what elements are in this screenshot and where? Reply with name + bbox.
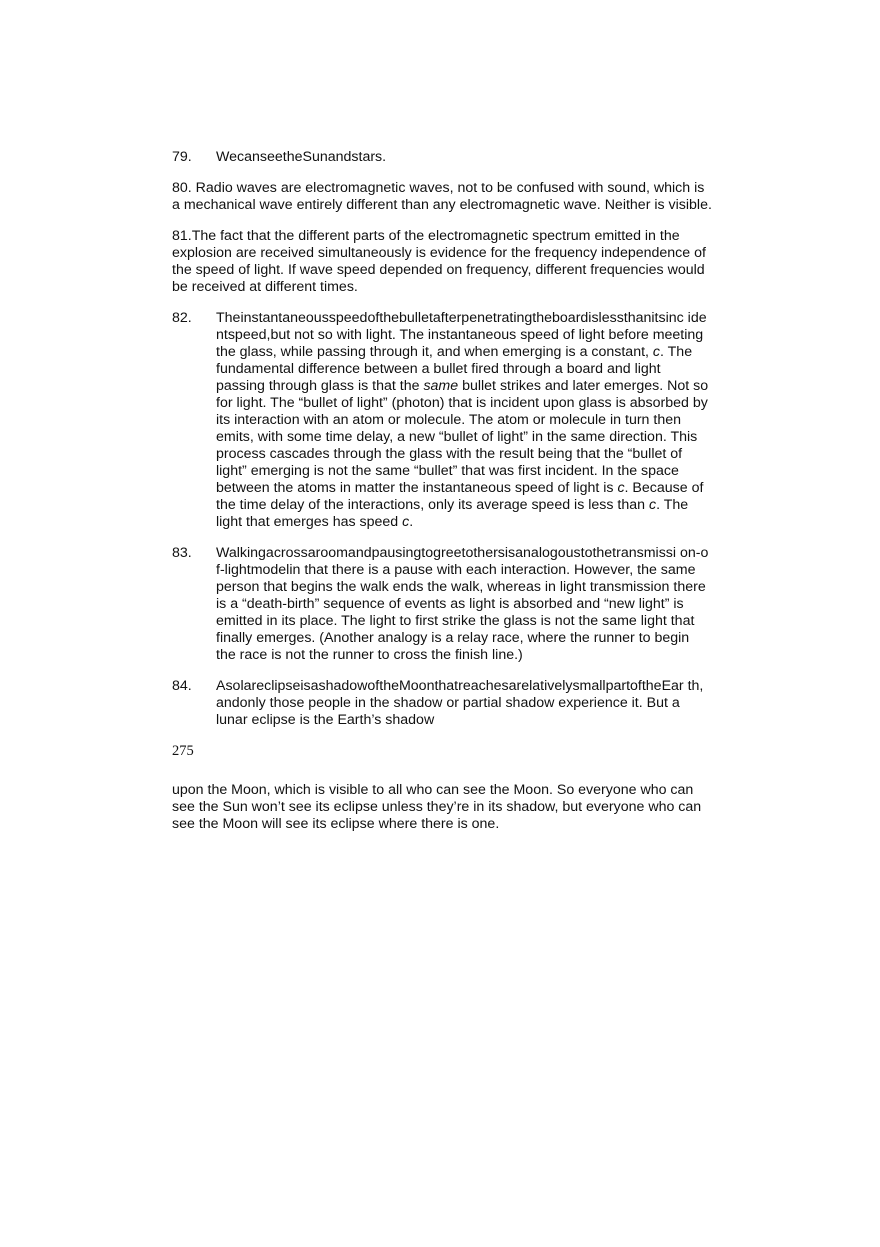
item-text [216, 678, 712, 729]
italic-c: c [617, 480, 625, 496]
italic-same: same [423, 378, 459, 394]
answer-79 [172, 149, 712, 166]
item-text-run: Theinstantaneousspeedofthebulletafterpenetratingtheboardislessthanitsinc identspeed, [216, 310, 707, 343]
item-text-part: in that there is a pause with each interaction. However, the same person that begins the walk ends the walk, whereas in light transmission there is a “death-birth” sequence of events as light is absorbed and “new light” is emitted in its place. The light to first strike the glass is not the same light that finally emerges. (Another analogy is a relay race, where the runner to begin the race is not the runner to cross the finish line.) [216, 562, 706, 663]
item-number: 84. [172, 678, 192, 694]
continuation-paragraph: upon the Moon, which is visible to all who can see the Moon. So everyone who can see the Sun won’t see its eclipse unless they’re in its shadow, but everyone who can see the Moon will see its eclipse where there is one. [172, 782, 702, 832]
item-text-run: AsolareclipseisashadowoftheMoonthatreachesarelativelysmallpartoftheEar th, [216, 678, 704, 694]
page-number: 275 [172, 743, 194, 759]
italic-c: c [648, 497, 657, 513]
item-text-run: Walkingacrossaroomandpausingtogreetothersisanalogoustothetransmissi on-of-lightmodel [216, 545, 709, 578]
item-text: WecanseetheSunandstars. [216, 149, 387, 165]
item-text-part: . The fundamental difference between a bullet fired through a board and light passing through glass is that the [216, 344, 693, 394]
answer-83 [172, 545, 712, 664]
item-text-part: bullet strikes and later emerges. Not so for light. The “bullet of light” (photon) that is incident upon glass is absorbed by its interaction with an atom or molecule. The atom or molecule in turn then emits, with some time delay, a new “bullet of light” in the same direction. This process cascades through the glass with the result being that the “bullet of light” emerging is not the same “bullet” that was first incident. In the space between the atoms in matter the instantaneous speed of light is [216, 378, 709, 496]
item-number: 83. [172, 545, 192, 561]
item-number: 79. [172, 149, 192, 165]
item-text-part: . Because of the time delay of the interactions, only its average speed is less than [216, 480, 704, 513]
item-text-part: . The light that emerges has speed [216, 497, 689, 530]
italic-c: c [652, 344, 661, 360]
answer-82 [172, 310, 712, 531]
item-text-part: . [409, 514, 414, 530]
italic-c: c [402, 514, 410, 530]
item-text [216, 310, 712, 531]
item-number: 82. [172, 310, 192, 326]
item-text-part: andonly those people in the shadow or partial shadow experience it. But a lunar eclipse is the Earth’s shadow [216, 695, 680, 728]
answer-80: 80. Radio waves are electromagnetic waves, not to be confused with sound, which is a mechanical wave entirely different than any electromagnetic wave. Neither is visible. [172, 180, 712, 213]
document-page [172, 149, 712, 847]
answer-84 [172, 678, 712, 729]
answer-81: 81.The fact that the different parts of the electromagnetic spectrum emitted in the explosion are received simultaneously is evidence for the frequency independence of the speed of light. If wave speed depended on frequency, different frequencies would be received at different times. [172, 228, 706, 295]
item-text-part: but not so with light. The instantaneous speed of light before meeting the glass, while passing through it, and when emerging is a constant, [216, 327, 704, 360]
item-text [216, 545, 712, 664]
